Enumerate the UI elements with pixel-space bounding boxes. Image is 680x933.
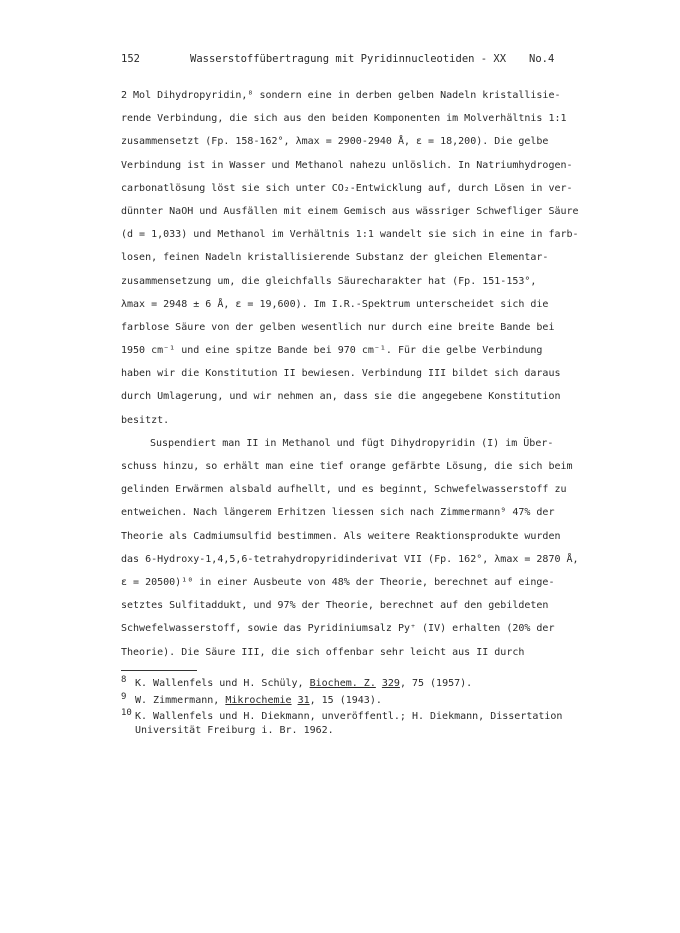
footnote-mark: 8 xyxy=(121,675,127,685)
footnote-text: , 15 (1943). xyxy=(309,694,382,706)
body-line: losen, feinen Nadeln kristallisierende Substanz der gleichen Elementar- xyxy=(121,252,549,264)
issue-number: No.4 xyxy=(529,53,555,65)
footnote-mark: 9 xyxy=(121,691,127,702)
body-line: das 6-Hydroxy-1,4,5,6-tetrahydropyridinderivat VII (Fp. 162°, λmax = 2870 Å, xyxy=(121,553,579,565)
body-text xyxy=(121,84,579,664)
body-line: (d = 1,033) und Methanol im Verhältnis 1:1 wandelt sie sich in eine in farb- xyxy=(121,229,579,241)
footnote-text: Universität Freiburg i. Br. 1962. xyxy=(135,724,334,736)
footnote-text: W. Zimmermann, xyxy=(135,694,226,706)
body-line: Theorie als Cadmiumsulfid bestimmen. Als weitere Reaktionsprodukte wurden xyxy=(121,530,561,542)
journal-volume: 329 xyxy=(381,678,400,689)
footnote-mark: 10 xyxy=(121,708,132,719)
body-line: 1950 cm⁻¹ und eine spitze Bande bei 970 cm⁻¹. Für die gelbe Verbindung xyxy=(121,345,543,357)
page-number: 152 xyxy=(121,53,140,65)
footnote-text: K. Wallenfels und H. Diekmann, unveröffentl.; H. Diekmann, Dissertation xyxy=(135,711,563,723)
body-line: besitzt. xyxy=(121,414,170,426)
footnote-text: K. Wallenfels und H. Schüly, xyxy=(135,678,310,689)
footnotes xyxy=(121,677,581,740)
body-line: zusammensetzung um, die gleichfalls Säurecharakter hat (Fp. 151-153°, xyxy=(121,275,537,287)
body-line: gelinden Erwärmen alsbald aufhellt, und es beginnt, Schwefelwasserstoff zu xyxy=(121,484,567,496)
footnote xyxy=(121,677,581,691)
body-line: Theorie). Die Säure III, die sich offenbar sehr leicht aus II durch xyxy=(121,646,525,658)
body-line: dünnter NaOH und Ausfällen mit einem Gemisch aus wässriger Schwefliger Säure xyxy=(121,205,579,217)
body-line: 2 Mol Dihydropyridin,⁸ sondern eine in derben gelben Nadeln kristallisie- xyxy=(121,90,561,101)
body-line: setztes Sulfitaddukt, und 97% der Theorie, berechnet auf den gebildeten xyxy=(121,600,549,612)
footnote-text: , 75 (1957). xyxy=(399,678,473,689)
footnote xyxy=(121,710,581,737)
running-title: Wasserstoffübertragung mit Pyridinnucleotiden - XX xyxy=(190,53,507,65)
journal-name: Mikrochemie xyxy=(225,694,292,706)
body-line: Schwefelwasserstoff, sowie das Pyridiniumsalz Py⁺ (IV) erhalten (20% der xyxy=(121,623,555,635)
body-line: schuss hinzu, so erhält man eine tief orange gefärbte Lösung, die sich beim xyxy=(121,461,573,472)
body-line: durch Umlagerung, und wir nehmen an, dass sie die angegebene Konstitution xyxy=(121,391,561,403)
body-line: Verbindung ist in Wasser und Methanol nahezu unlöslich. In Natriumhydrogen- xyxy=(121,159,573,171)
body-line: zusammensetzt (Fp. 158-162°, λmax = 2900-2940 Å, ε = 18,200). Die gelbe xyxy=(121,136,549,148)
journal-name: Biochem. Z. xyxy=(309,678,376,689)
body-line: haben wir die Konstitution II bewiesen. Verbindung III bildet sich daraus xyxy=(121,368,561,380)
body-line: λmax = 2948 ± 6 Å, ε = 19,600). Im I.R.-Spektrum unterscheidet sich die xyxy=(121,298,549,310)
body-line: rende Verbindung, die sich aus den beiden Komponenten im Molverhältnis 1:1 xyxy=(121,113,567,125)
journal-volume: 31 xyxy=(297,694,310,706)
footnote-rule xyxy=(121,670,197,671)
body-line: farblose Säure von der gelben wesentlich nur durch eine breite Bande bei xyxy=(121,321,555,333)
body-line: Suspendiert man II in Methanol und fügt Dihydropyridin (I) im Über- xyxy=(150,437,554,449)
body-line: entweichen. Nach längerem Erhitzen liessen sich nach Zimmermann⁹ 47% der xyxy=(121,507,555,519)
footnote xyxy=(121,691,581,708)
body-line: ε = 20500)¹⁰ in einer Ausbeute von 48% der Theorie, berechnet auf einge- xyxy=(121,576,555,588)
body-line: carbonatlösung löst sie sich unter CO₂-Entwicklung auf, durch Lösen in ver- xyxy=(121,182,573,194)
